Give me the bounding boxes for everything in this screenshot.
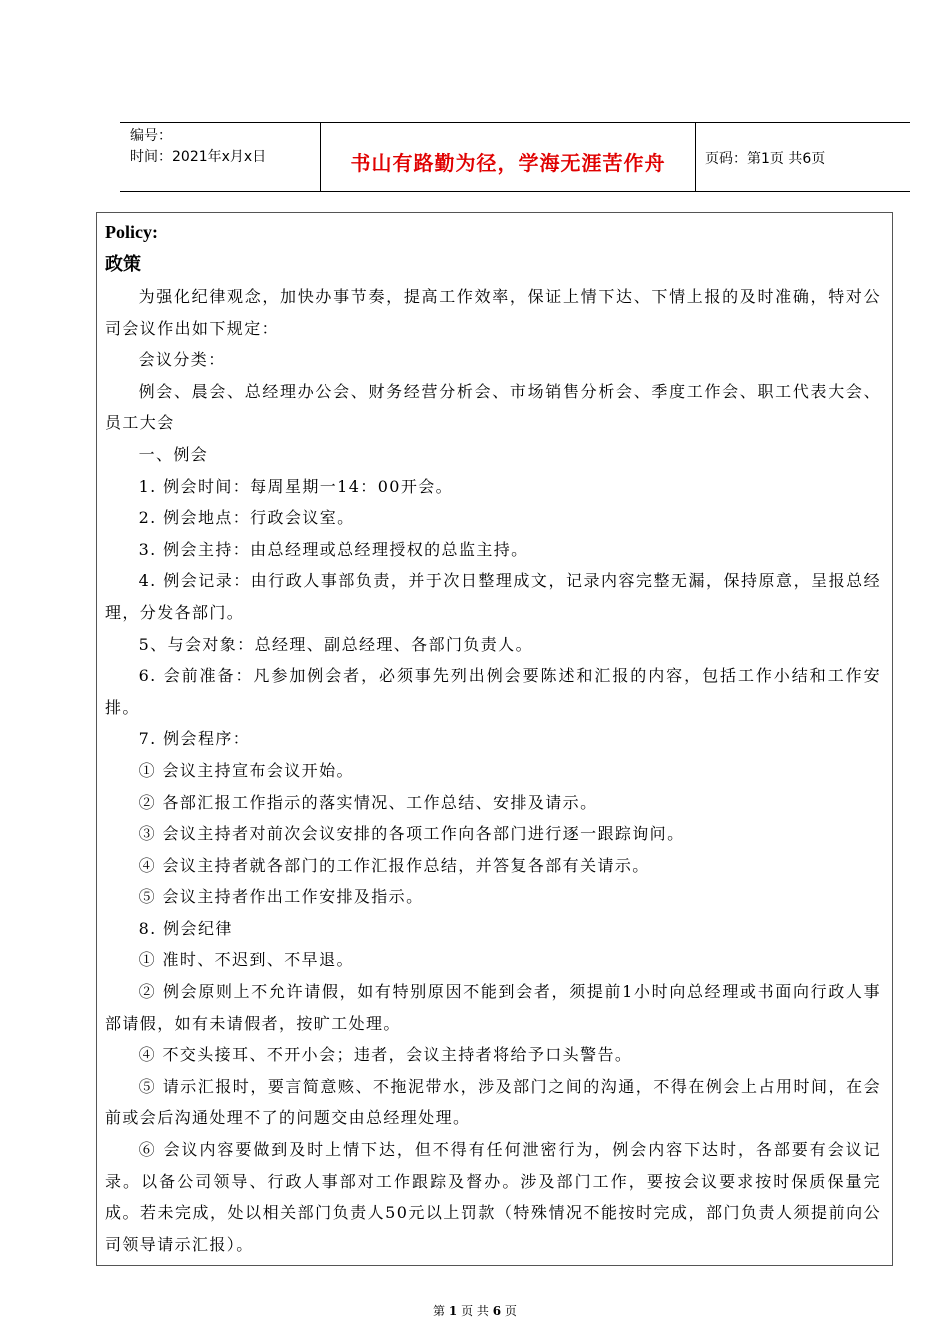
footer-prefix: 第 [433, 1304, 446, 1318]
document-header [120, 122, 910, 192]
footer-suffix: 页 [504, 1304, 517, 1318]
time-label: 时间：2021年x月x日 [130, 149, 267, 165]
header-meta-cell [120, 123, 320, 191]
paragraph: ② 各部汇报工作指示的落实情况、工作总结、安排及请示。 [138, 792, 598, 812]
policy-body [105, 281, 881, 1260]
number-label: 编号： [130, 128, 172, 144]
motto: 书山有路勤为径，学海无涯苦作舟 [350, 151, 666, 175]
paragraph: 一、例会 [138, 444, 209, 464]
paragraph: ① 会议主持宣布会议开始。 [138, 760, 354, 780]
paragraph: ⑤ 会议主持者作出工作安排及指示。 [138, 887, 424, 907]
paragraph: 3. 例会主持：由总经理或总经理授权的总监主持。 [138, 539, 529, 559]
page-footer [0, 1302, 950, 1319]
policy-content-box [96, 212, 893, 1266]
header-motto-cell [320, 123, 696, 191]
paragraph: 例会、晨会、总经理办公会、财务经营分析会、市场销售分析会、季度工作会、职工代表大会、员工大会 [105, 381, 881, 433]
page-label: 页码：第1页 共6页 [705, 151, 826, 167]
policy-heading-en: Policy: [105, 222, 158, 242]
footer-middle: 页 共 [461, 1304, 489, 1318]
paragraph: ③ 会议主持者对前次会议安排的各项工作向各部门进行逐一跟踪询问。 [138, 824, 685, 844]
policy-heading-cn: 政策 [105, 254, 141, 275]
paragraph: ④ 不交头接耳、不开小会；违者，会议主持者将给予口头警告。 [138, 1045, 633, 1065]
footer-total-pages: 6 [492, 1304, 502, 1318]
paragraph: 5、与会对象：总经理、副总经理、各部门负责人。 [138, 634, 533, 654]
paragraph: 6. 会前准备：凡参加例会者，必须事先列出例会要陈述和汇报的内容，包括工作小结和工作安排。 [105, 666, 881, 717]
paragraph: 4. 例会记录：由行政人事部负责，并于次日整理成文，记录内容完整无漏，保持原意，呈报总经理，分发各部门。 [105, 571, 881, 622]
paragraph: ⑥ 会议内容要做到及时上情下达，但不得有任何泄密行为，例会内容下达时，各部要有会议记录。以备公司领导、行政人事部对工作跟踪及督办。涉及部门工作，要按会议要求按时保质保量完成。若未完成，处以相关部门负责人50元以上罚款（特殊情况不能按时完成，部门负责人须提前向公司领导请示汇报）。 [105, 1140, 881, 1254]
footer-page-number: 1 [448, 1304, 458, 1318]
header-page-cell [695, 123, 910, 191]
paragraph: ② 例会原则上不允许请假，如有特别原因不能到会者，须提前1小时向总经理或书面向行政人事部请假，如有未请假者，按旷工处理。 [105, 982, 881, 1033]
paragraph: 会议分类： [138, 350, 226, 370]
paragraph: 2. 例会地点：行政会议室。 [138, 508, 355, 528]
paragraph: 为强化纪律观念，加快办事节奏，提高工作效率，保证上情下达、下情上报的及时准确，特对公司会议作出如下规定： [105, 287, 881, 338]
paragraph: ④ 会议主持者就各部门的工作汇报作总结，并答复各部有关请示。 [138, 855, 650, 875]
paragraph: 8. 例会纪律 [138, 918, 233, 938]
paragraph: ⑤ 请示汇报时，要言简意赅、不拖泥带水，涉及部门之间的沟通，不得在例会上占用时间，在会前或会后沟通处理不了的问题交由总经理处理。 [105, 1076, 881, 1128]
paragraph: ① 准时、不迟到、不早退。 [138, 950, 354, 970]
paragraph: 7. 例会程序： [138, 729, 251, 749]
paragraph: 1. 例会时间：每周星期一14：00开会。 [138, 476, 454, 496]
